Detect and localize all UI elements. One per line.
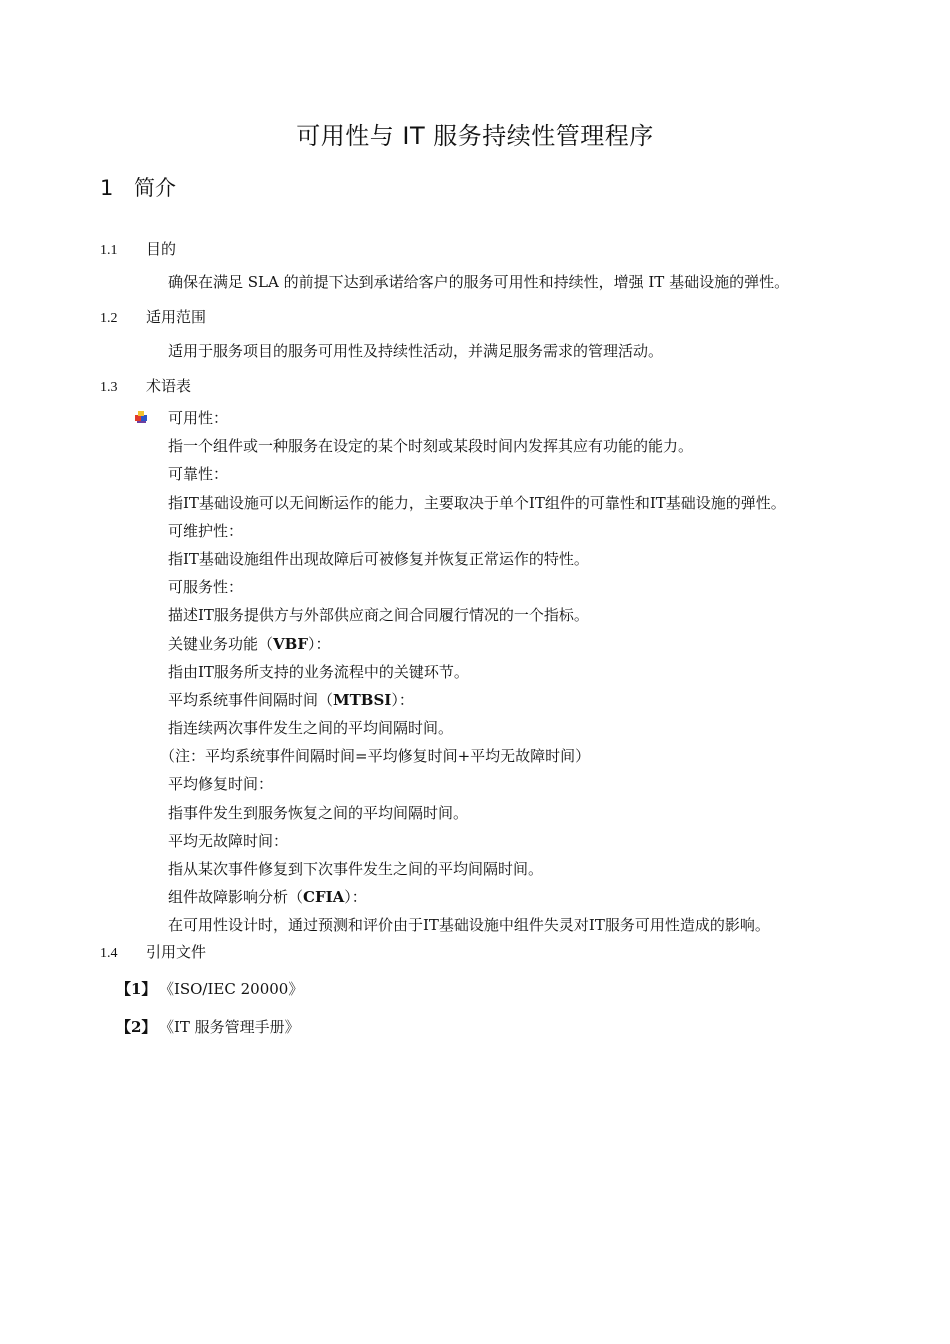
- glossary-definition: 在可用性设计时，通过预测和评价由于IT基础设施中组件失灵对IT服务可用性造成的影响。: [168, 916, 770, 935]
- abbreviation: CFIA: [303, 888, 345, 907]
- reference-item: [116, 978, 303, 999]
- subsection-heading-references: [100, 941, 206, 962]
- scope-paragraph: 适用于服务项目的服务可用性及持续性活动，并满足服务需求的管理活动。: [168, 342, 664, 360]
- glossary-term: 可服务性：: [168, 578, 244, 597]
- glossary-term: 可用性：: [168, 409, 229, 427]
- document-bullet-icon: [134, 410, 148, 424]
- glossary-definition: 指由IT服务所支持的业务流程中的关键环节。: [168, 662, 469, 681]
- reference-title: 《ISO/IEC 20000》: [166, 980, 304, 998]
- glossary-definition: 指从某次事件修复到下次事件发生之间的平均间隔时间。: [168, 860, 544, 878]
- glossary-term: 可维护性：: [168, 521, 244, 540]
- glossary-definition: 描述IT服务提供方与外部供应商之间合同履行情况的一个指标。: [168, 606, 589, 625]
- subsection-heading-text: 适用范围: [146, 308, 207, 326]
- subsection-heading-text: 目的: [146, 240, 177, 258]
- glossary-term: 平均系统事件间隔时间（MTBSI）：: [168, 690, 414, 709]
- glossary-term: 平均修复时间：: [168, 775, 274, 794]
- subsection-heading-glossary: [100, 375, 191, 396]
- glossary-term: 关键业务功能（VBF）：: [168, 634, 331, 653]
- glossary-definition: 指事件发生到服务恢复之间的平均间隔时间。: [168, 803, 469, 822]
- subsection-heading-scope: [100, 306, 206, 327]
- glossary-definition: 指IT基础设施组件出现故障后可被修复并恢复正常运作的特性。: [168, 549, 589, 568]
- reference-item: [116, 1016, 300, 1037]
- subsection-number: 1.4: [100, 946, 118, 961]
- reference-title: 《IT 服务管理手册》: [166, 1018, 300, 1036]
- section-heading-introduction: [100, 172, 176, 202]
- subsection-heading-text: 引用文件: [146, 943, 207, 961]
- glossary-note: （注：平均系统事件间隔时间=平均修复时间+平均无故障时间）: [160, 747, 591, 766]
- reference-index: 【1】: [116, 980, 157, 998]
- reference-index: 【2】: [116, 1018, 157, 1036]
- glossary-term: 平均无故障时间：: [168, 831, 289, 850]
- glossary-definition: 指一个组件或一种服务在设定的某个时刻或某段时间内发挥其应有功能的能力。: [168, 437, 694, 456]
- abbreviation: VBF: [273, 634, 308, 653]
- glossary-list: [160, 404, 786, 940]
- glossary-term: 组件故障影响分析（CFIA）：: [168, 888, 367, 907]
- section-number: 1: [100, 176, 114, 200]
- subsection-number: 1.1: [100, 243, 118, 258]
- glossary-definition: 指连续两次事件发生之间的平均间隔时间。: [168, 719, 454, 738]
- subsection-number: 1.2: [100, 311, 118, 326]
- purpose-paragraph: 确保在满足 SLA 的前提下达到承诺给客户的服务可用性和持续性，增强 IT 基础设施的弹性。: [168, 273, 790, 291]
- subsection-heading-text: 术语表: [146, 377, 192, 395]
- page-title: 可用性与 IT 服务持续性管理程序: [296, 122, 654, 150]
- glossary-term: 可靠性：: [168, 465, 229, 484]
- section-heading-text: 简介: [134, 176, 176, 200]
- subsection-heading-purpose: [100, 238, 176, 259]
- abbreviation: MTBSI: [333, 690, 392, 709]
- glossary-definition: 指IT基础设施可以无间断运作的能力，主要取决于单个IT组件的可靠性和IT基础设施的弹性。: [168, 493, 786, 512]
- subsection-number: 1.3: [100, 380, 118, 395]
